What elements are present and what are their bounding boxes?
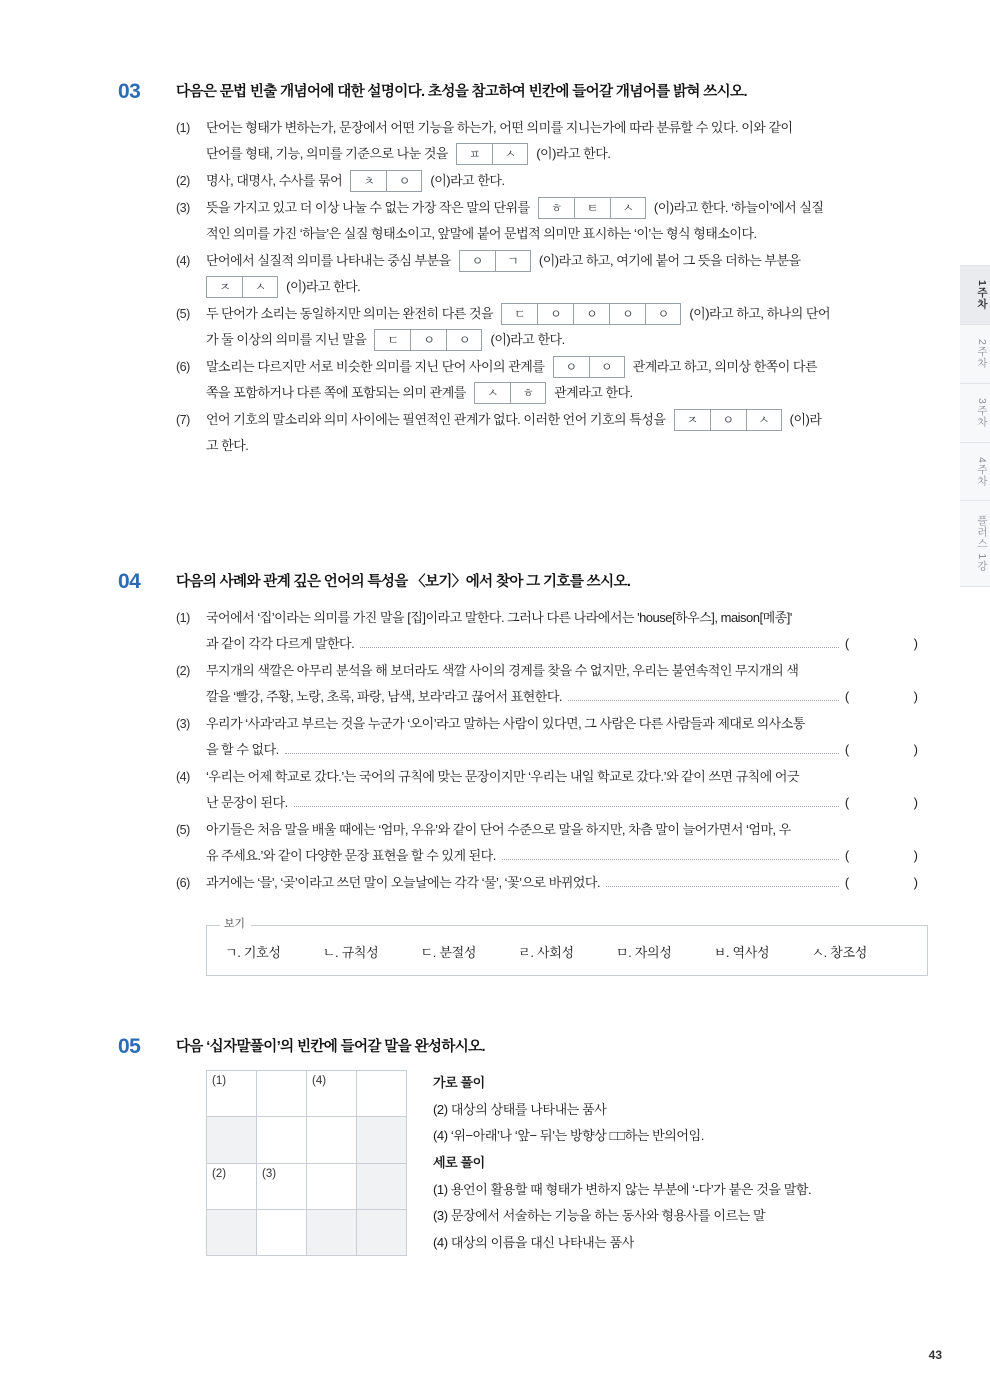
crossword-section [206, 1070, 928, 1256]
answer-box[interactable]: ㄷ [501, 303, 537, 325]
across-clue: (4) ‘위−아래’나 ‘앞− 뒤’는 방향상 □□하는 반의어임. [433, 1128, 704, 1144]
answer-box[interactable]: ㅅ [746, 409, 782, 431]
item-marker: (2) [176, 664, 190, 678]
bogi-option: ㅂ. 역사성 [713, 945, 770, 960]
dotted-leader [294, 806, 839, 807]
question-05-number: 05 [118, 1035, 141, 1058]
answer-box[interactable]: ㅎ [538, 197, 574, 219]
down-clue: (4) 대상의 이름을 대신 나타내는 품사 [433, 1234, 634, 1250]
answer-box[interactable]: ㅇ [645, 303, 681, 325]
item-text-post: 관계라고 하고, 의미상 한쪽이 다른 [632, 359, 818, 374]
answer-box[interactable]: ㅇ [537, 303, 573, 325]
item-text-line1: 과거에는 ‘믈’, ‘곶’이라고 쓰던 말이 오늘날에는 각각 ‘물’, ‘꽃’으로 바뀌었다. [206, 875, 601, 890]
crossword-cell[interactable]: (1) [207, 1071, 257, 1117]
question-03 [118, 80, 928, 460]
question-03-title: 다음은 문법 빈출 개념어에 대한 설명이다. 초성을 참고하여 빈칸에 들어갈 개념어를 밝혀 쓰시오. [176, 84, 747, 100]
question-03-items [176, 115, 928, 459]
table-row [207, 1117, 407, 1163]
answer-box[interactable]: ㅅ [610, 197, 646, 219]
dotted-leader [568, 700, 839, 701]
crossword-cell[interactable]: (4) [307, 1071, 357, 1117]
item-marker: (6) [176, 360, 190, 374]
item-marker: (1) [176, 121, 190, 135]
page-number: 43 [928, 1348, 942, 1362]
item-text-line2: 유 주세요.’와 같이 다양한 문장 표현을 할 수 있게 된다. [206, 848, 496, 863]
dotted-leader [606, 886, 839, 887]
answer-box-group[interactable] [459, 250, 531, 272]
item-text-line2: 고 한다. [206, 438, 249, 453]
item-text-line1: 단어는 형태가 변하는가, 문장에서 어떤 기능을 하는가, 어떤 의미를 지니는가에 따라 분류할 수 있다. 이와 같이 [206, 120, 793, 135]
item-text-post: (이)라고 하고, 여기에 붙어 그 뜻을 더하는 부분을 [538, 253, 801, 268]
list-item [176, 195, 928, 247]
list-item [176, 764, 928, 816]
question-04-items [176, 605, 928, 896]
crossword-cell[interactable] [257, 1117, 307, 1163]
item-text-line2-pre: 단어를 형태, 기능, 의미를 기준으로 나눈 것을 [206, 146, 448, 161]
list-item [176, 301, 928, 353]
item-marker: (5) [176, 823, 190, 837]
answer-box[interactable]: ㅍ [456, 143, 492, 165]
down-clue: (3) 문장에서 서술하는 기능을 하는 동사와 형용사를 이르는 말 [433, 1208, 766, 1224]
across-clue: (2) 대상의 상태를 나타내는 품사 [433, 1101, 607, 1117]
answer-paren[interactable]: ( ) [844, 689, 928, 704]
table-row [207, 1163, 407, 1209]
bogi-option: ㄴ. 규칙성 [322, 945, 379, 960]
crossword-cell-blocked [357, 1210, 407, 1256]
bogi-option: ㅅ. 창조성 [811, 945, 867, 960]
list-item [176, 115, 928, 167]
question-04-title: 다음의 사례와 관계 깊은 언어의 특성을 〈보기〉에서 찾아 그 기호를 쓰시오. [176, 574, 631, 590]
answer-box[interactable]: ㅈ [674, 409, 710, 431]
crossword-cell[interactable] [257, 1071, 307, 1117]
bogi-option: ㄱ. 기호성 [225, 945, 281, 960]
answer-box[interactable]: ㄱ [495, 250, 531, 272]
side-tab-week1[interactable]: 1주차 [960, 265, 990, 325]
answer-box[interactable]: ㄷ [374, 329, 410, 351]
down-heading: 세로 풀이 [433, 1154, 485, 1170]
crossword-cell[interactable] [257, 1210, 307, 1256]
item-text-line1: 아기들은 처음 말을 배울 때에는 ‘엄마, 우유’와 같이 단어 수준으로 말을 하지만, 차츰 말이 늘어가면서 ‘엄마, 우 [206, 822, 791, 837]
item-marker: (7) [176, 413, 190, 427]
bogi-box [206, 925, 928, 976]
answer-box-group[interactable] [456, 143, 528, 165]
item-text-pre: 뜻을 가지고 있고 더 이상 나눌 수 없는 가장 작은 말의 단위를 [206, 200, 530, 215]
item-text-line2: 과 같이 각각 다르게 말한다. [206, 636, 355, 651]
item-marker: (2) [176, 174, 190, 188]
list-item [176, 407, 928, 459]
item-text-pre2: 가 둘 이상의 의미를 지닌 말을 [206, 332, 367, 347]
crossword-cell-blocked [357, 1163, 407, 1209]
item-text-post2: (이)라고 한다. [286, 279, 361, 294]
crossword-cell[interactable]: (2) [207, 1163, 257, 1209]
across-heading: 가로 풀이 [433, 1075, 485, 1090]
crossword-cell-blocked [207, 1117, 257, 1163]
answer-paren[interactable]: ( ) [844, 795, 928, 810]
crossword-cell-blocked [207, 1210, 257, 1256]
item-text-post: (이)라고 하고, 하나의 단어 [689, 306, 830, 321]
answer-paren[interactable]: ( ) [844, 636, 928, 651]
answer-box-group[interactable] [501, 303, 681, 325]
answer-box[interactable]: ㅌ [574, 197, 610, 219]
crossword-cell[interactable] [307, 1163, 357, 1209]
answer-box[interactable]: ㅇ [589, 356, 625, 378]
question-05 [118, 1035, 928, 1256]
crossword-cell[interactable] [357, 1071, 407, 1117]
item-text-line1: ‘우리는 어제 학교로 갔다.’는 국어의 규칙에 맞는 문장이지만 ‘우리는 내일 학교로 갔다.’와 같이 쓰면 규칙에 어긋 [206, 769, 800, 784]
question-05-title: 다음 ‘십자말풀이’의 빈칸에 들어갈 말을 완성하시오. [176, 1039, 485, 1055]
answer-box[interactable]: ㅇ [710, 409, 746, 431]
item-text-pre: 단어에서 실질적 의미를 나타내는 중심 부분을 [206, 253, 451, 268]
item-marker: (4) [176, 770, 190, 784]
answer-box-group[interactable] [674, 409, 782, 431]
answer-box-group[interactable] [206, 276, 278, 298]
question-04-number: 04 [118, 570, 141, 593]
answer-box-group[interactable] [374, 329, 482, 351]
item-text-pre: 말소리는 다르지만 서로 비슷한 의미를 지닌 단어 사이의 관계를 [206, 359, 545, 374]
item-marker: (3) [176, 201, 190, 215]
crossword-clues [433, 1070, 811, 1256]
question-03-number: 03 [118, 80, 141, 103]
item-marker: (3) [176, 717, 190, 731]
dotted-leader [285, 753, 839, 754]
item-marker: (4) [176, 254, 190, 268]
dotted-leader [502, 859, 839, 860]
answer-box[interactable]: ㅇ [609, 303, 645, 325]
item-text-line1: 우리가 ‘사과’라고 부르는 것을 누군가 ‘오이’라고 말하는 사람이 있다면, 그 사람은 다른 사람들과 제대로 의사소통 [206, 716, 805, 731]
answer-box[interactable]: ㅇ [573, 303, 609, 325]
list-item [176, 658, 928, 710]
down-clue: (1) 용언이 활용할 때 형태가 변하지 않는 부분에 ‘-다’가 붙은 것을 말함. [433, 1181, 812, 1197]
bogi-label: 보기 [220, 915, 251, 933]
item-text-line2-post: (이)라고 한다. [536, 146, 611, 161]
question-04 [118, 570, 928, 976]
answer-box[interactable]: ㅈ [206, 276, 242, 298]
answer-box[interactable]: ㅇ [459, 250, 495, 272]
crossword-cell-blocked [357, 1117, 407, 1163]
bogi-option: ㄹ. 사회성 [518, 945, 574, 960]
answer-box[interactable]: ㅇ [410, 329, 446, 351]
list-item [176, 711, 928, 763]
side-tab-week3[interactable]: 3주차 [960, 384, 990, 443]
answer-box[interactable]: ㅅ [242, 276, 278, 298]
item-text-pre: 두 단어가 소리는 동일하지만 의미는 완전히 다른 것을 [206, 306, 494, 321]
item-text-pre: 명사, 대명사, 수사를 묶어 [206, 173, 343, 188]
item-text-post2: (이)라고 한다. [490, 332, 565, 347]
bogi-option: ㅁ. 자의성 [615, 945, 672, 960]
item-marker: (6) [176, 876, 190, 890]
list-item [176, 168, 928, 194]
item-text-post: (이)라 [789, 412, 822, 427]
table-row [207, 1210, 407, 1256]
item-text-post2: 관계라고 한다. [554, 385, 633, 400]
answer-box-group[interactable] [474, 382, 546, 404]
dotted-leader [360, 647, 839, 648]
side-tab-week2[interactable]: 2주차 [960, 325, 990, 384]
list-item [176, 248, 928, 300]
item-marker: (5) [176, 307, 190, 321]
crossword-grid[interactable] [206, 1070, 407, 1256]
item-text-post: (이)라고 한다. ‘하늘이’에서 실질 [653, 200, 824, 215]
list-item [176, 605, 928, 657]
answer-box[interactable]: ㅅ [474, 382, 510, 404]
side-tab-week4[interactable]: 4주차 [960, 443, 990, 502]
item-text-line1: 국어에서 ‘집’이라는 의미를 가진 말을 [집]이라고 말한다. 그러나 다른 나라에서는 'house[하우스], maison[메종]' [206, 610, 792, 625]
item-text-line1: 무지개의 색깔은 아무리 분석을 해 보더라도 색깔 사이의 경계를 찾을 수 없지만, 우리는 불연속적인 무지개의 색 [206, 663, 799, 678]
item-marker: (1) [176, 611, 190, 625]
table-row [207, 1071, 407, 1117]
bogi-option: ㄷ. 분절성 [420, 945, 477, 960]
answer-paren[interactable]: ( ) [844, 742, 928, 757]
answer-box[interactable]: ㅇ [446, 329, 482, 351]
item-text-pre: 언어 기호의 말소리와 의미 사이에는 필연적인 관계가 없다. 이러한 언어 기호의 특성을 [206, 412, 666, 427]
crossword-cell-blocked [307, 1210, 357, 1256]
item-text-pre2: 쪽을 포함하거나 다른 쪽에 포함되는 의미 관계를 [206, 385, 466, 400]
answer-box[interactable]: ㅇ [386, 170, 422, 192]
list-item [176, 817, 928, 869]
item-text-line2: 을 할 수 없다. [206, 742, 279, 757]
list-item [176, 870, 928, 896]
answer-paren[interactable]: ( ) [844, 848, 928, 863]
side-tab-rail [960, 265, 990, 587]
item-text-line2: 적인 의미를 가진 ‘하늘’은 실질 형태소이고, 앞말에 붙어 문법적 의미만 표시하는 ‘이’는 형식 형태소이다. [206, 226, 757, 241]
answer-box[interactable]: ㅎ [510, 382, 546, 404]
answer-box[interactable]: ㅇ [553, 356, 589, 378]
answer-box-group[interactable] [350, 170, 422, 192]
side-tab-plus1[interactable]: 플러스 1강 [960, 501, 990, 587]
item-text-line2: 난 문장이 된다. [206, 795, 288, 810]
answer-box[interactable]: ㅅ [492, 143, 528, 165]
answer-box-group[interactable] [553, 356, 625, 378]
crossword-cell[interactable]: (3) [257, 1163, 307, 1209]
answer-box[interactable]: ㅊ [350, 170, 386, 192]
item-text-post: (이)라고 한다. [430, 173, 505, 188]
list-item [176, 354, 928, 406]
answer-paren[interactable]: ( ) [844, 875, 928, 890]
item-text-line2: 깔을 ‘빨강, 주황, 노랑, 초록, 파랑, 남색, 보라’라고 끊어서 표현한다. [206, 689, 563, 704]
answer-box-group[interactable] [538, 197, 646, 219]
crossword-cell[interactable] [307, 1117, 357, 1163]
bogi-section [206, 906, 928, 976]
